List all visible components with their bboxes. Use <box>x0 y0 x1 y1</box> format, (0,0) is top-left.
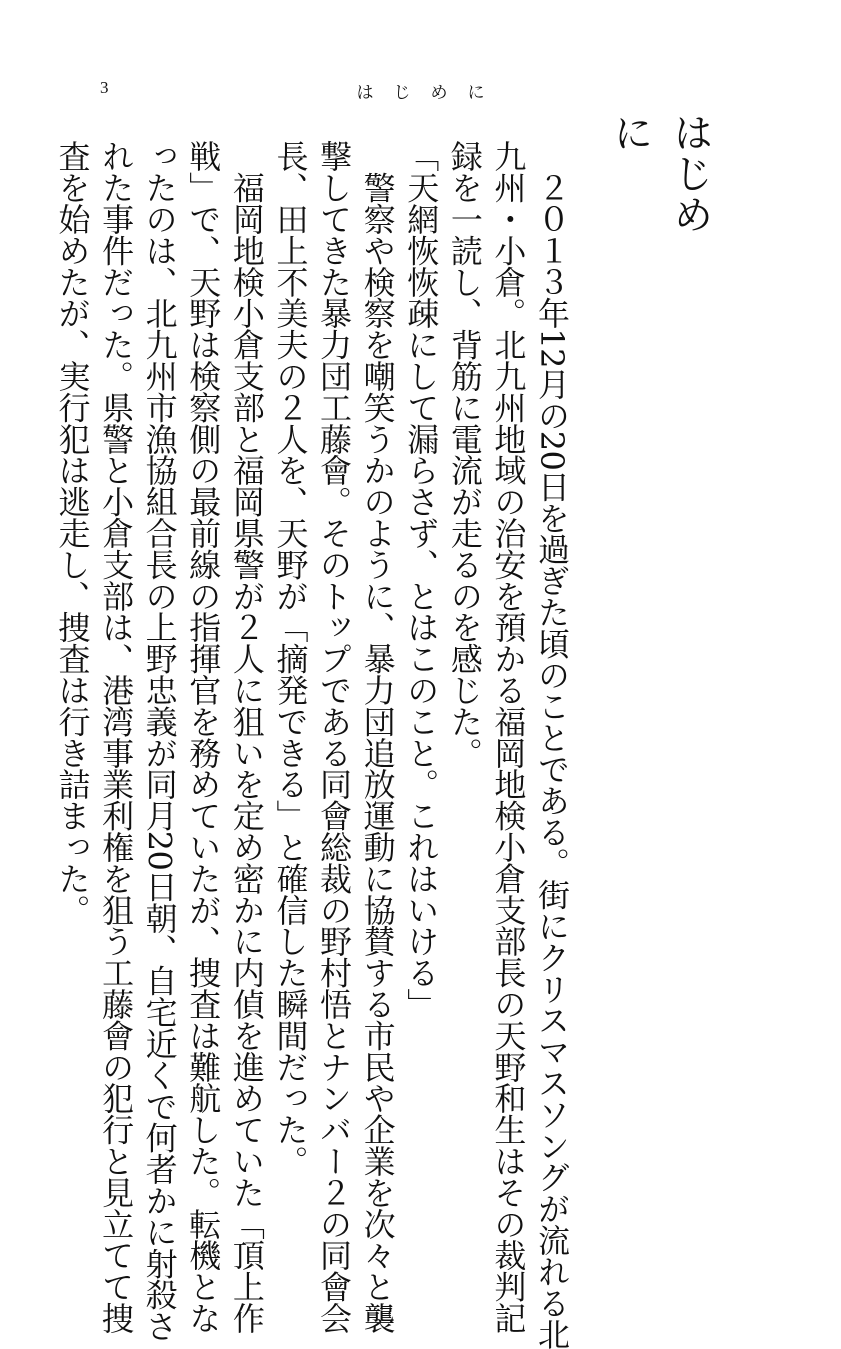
text-line: 撃してきた暴力団工藤會。そのトップである同會総裁の野村悟とナンバー２の同會会 <box>315 140 354 1334</box>
body-text <box>50 140 573 1349</box>
text-line: 長、田上不美夫の２人を、天野が「摘発できる」と確信した瞬間だった。 <box>271 140 310 1177</box>
text-line: 九州・小倉。北九州地域の治安を預かる福岡地検小倉支部長の天野和生はその裁判記 <box>489 140 528 1334</box>
text-line: 録を一読し、背筋に電流が走るのを感じた。 <box>445 140 484 769</box>
text-line: ったのは、北九州市漁協組合長の上野忠義が同月20日朝、自宅近くで何者かに射殺さ <box>140 140 179 1342</box>
chapter-title: はじめに <box>607 112 713 235</box>
page-number: 3 <box>100 78 109 97</box>
text-line: 警察や検察を嘲笑うかのように、暴力団追放運動に協賛する市民や企業を次々と襲 <box>358 140 397 1334</box>
text-line: 「天網恢恢疎にして漏らさず、とはこのこと。これはいける」 <box>402 140 441 1020</box>
text-line: れた事件だった。県警と小倉支部は、港湾事業利権を狙う工藤會の犯行と見立てて捜 <box>97 140 136 1334</box>
running-head: はじめに <box>356 83 505 103</box>
text-line: ２０１３年12月の20日を過ぎた頃のことである。街にクリスマスソングが流れる北 <box>533 140 571 1349</box>
text-line: 査を始めたが、実行犯は逃走し、捜査は行き詰まった。 <box>53 140 92 926</box>
text-line: 福岡地検小倉支部と福岡県警が２人に狙いを定め密かに内偵を進めていた「頂上作 <box>227 140 266 1334</box>
text-line: 戦」で、天野は検察側の最前線の指揮官を務めていたが、捜査は難航した。転機とな <box>184 140 223 1334</box>
